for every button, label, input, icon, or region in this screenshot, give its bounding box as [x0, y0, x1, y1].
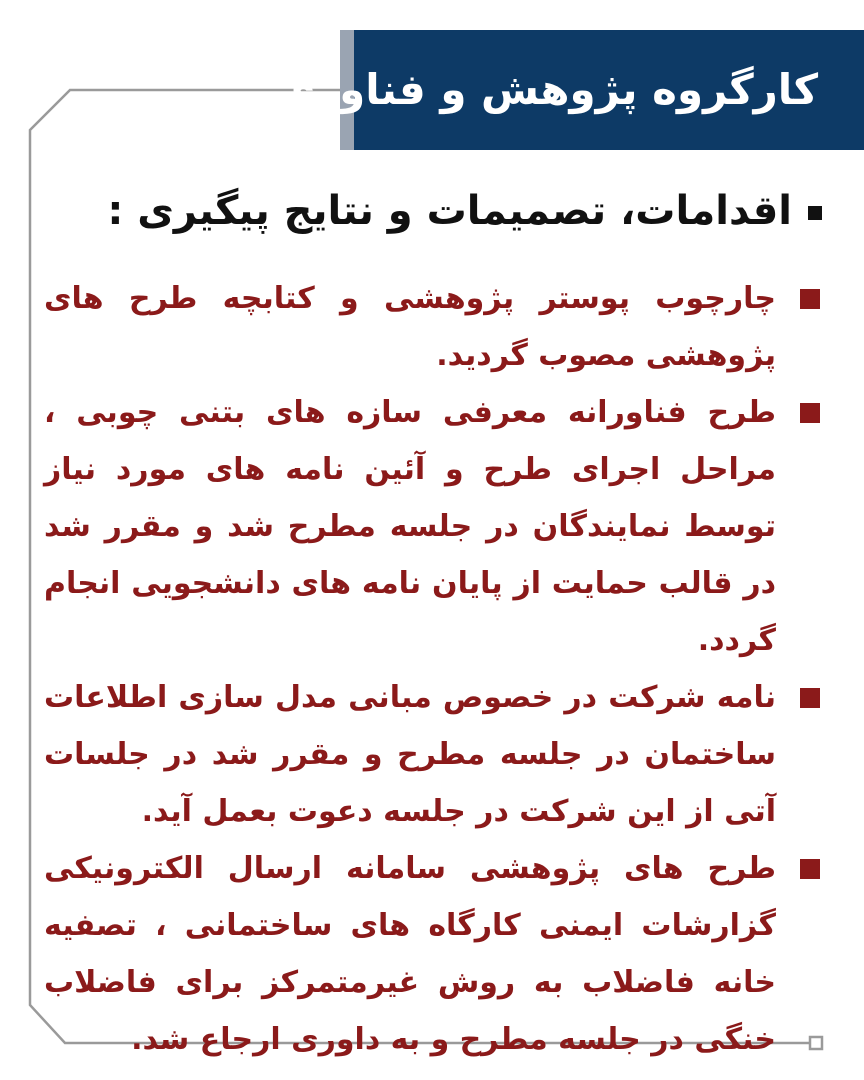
section-heading	[62, 188, 822, 234]
square-bullet-icon	[800, 289, 820, 309]
list-item	[44, 840, 824, 1068]
heading-bullet-icon	[808, 206, 822, 220]
item-list	[44, 270, 824, 1068]
title-banner	[276, 30, 864, 150]
list-item-text: نامه شرکت در خصوص مبانی مدل سازی اطلاعات ساختمان در جلسه مطرح و مقرر شد در جلسات آتی از این شرکت در جلسه دعوت بعمل آید.	[44, 680, 776, 829]
square-bullet-icon	[800, 688, 820, 708]
list-item-text: چارچوب پوستر پژوهشی و کتابچه طرح های پژوهشی مصوب گردید.	[44, 281, 776, 373]
square-bullet-icon	[800, 403, 820, 423]
square-bullet-icon	[800, 859, 820, 879]
page-title: کارگروه پژوهش و فناوری	[276, 65, 818, 114]
list-item-text: طرح فناورانه معرفی سازه های بتنی چوبی ، مراحل اجرای طرح و آئین نامه های مورد نیاز توسط نمایندگان در جلسه مطرح شد و مقرر شد در قالب حمایت از پایان نامه های دانشجویی انجام گردد.	[44, 395, 776, 658]
section-heading-text: اقدامات، تصمیمات و نتایج پیگیری :	[107, 188, 792, 234]
list-item	[44, 384, 824, 669]
list-item	[44, 270, 824, 384]
list-item	[44, 669, 824, 840]
list-item-text: طرح های پژوهشی سامانه ارسال الکترونیکی گزارشات ایمنی کارگاه های ساختمانی ، تصفیه خانه فاضلاب به روش غیرمتمرکز برای فاضلاب خنگی در جلسه مطرح و به داوری ارجاع شد.	[44, 851, 776, 1057]
